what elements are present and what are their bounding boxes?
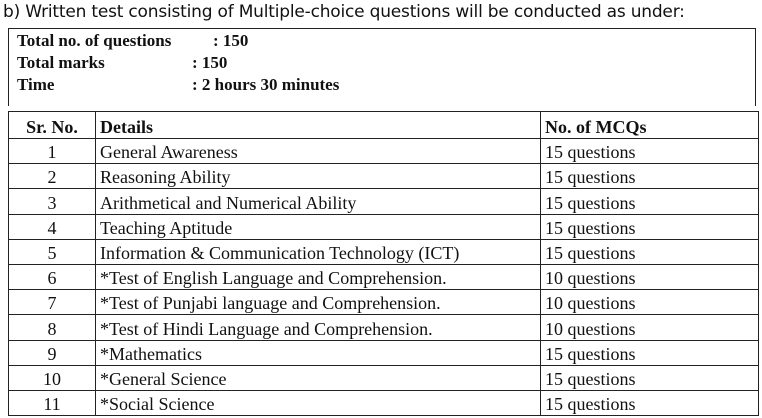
- header-sr-no: Sr. No.: [9, 112, 96, 139]
- table-row: [9, 164, 759, 189]
- cell-sr-no: 2: [9, 164, 96, 189]
- cell-mcqs: 15 questions: [541, 365, 759, 390]
- summary-value: : 150: [213, 31, 249, 50]
- mcq-table: [8, 111, 759, 416]
- cell-sr-no: 7: [9, 290, 96, 315]
- cell-details: *Test of English Language and Comprehension.: [96, 264, 541, 289]
- cell-details: *Mathematics: [96, 340, 541, 365]
- cell-details: General Awareness: [96, 139, 541, 164]
- cell-mcqs: 10 questions: [541, 315, 759, 340]
- cell-details: *Test of Hindi Language and Comprehension.: [96, 315, 541, 340]
- cell-sr-no: 4: [9, 214, 96, 239]
- cell-mcqs: 15 questions: [541, 189, 759, 214]
- cell-details: Arithmetical and Numerical Ability: [96, 189, 541, 214]
- section-heading: b) Written test consisting of Multiple-choice questions will be conducted as under:: [3, 2, 685, 22]
- summary-value: : 2 hours 30 minutes: [192, 75, 340, 94]
- cell-sr-no: 1: [9, 139, 96, 164]
- cell-details: *General Science: [96, 365, 541, 390]
- cell-mcqs: 15 questions: [541, 164, 759, 189]
- cell-mcqs: 10 questions: [541, 264, 759, 289]
- cell-sr-no: 10: [9, 365, 96, 390]
- summary-label: Total no. of questions: [17, 31, 172, 50]
- table-row: [9, 315, 759, 340]
- table-header-row: [9, 112, 759, 139]
- test-summary-box: [8, 28, 756, 106]
- table-row: [9, 214, 759, 239]
- cell-sr-no: 6: [9, 264, 96, 289]
- cell-mcqs: 15 questions: [541, 390, 759, 415]
- cell-mcqs: 15 questions: [541, 214, 759, 239]
- cell-details: *Social Science: [96, 390, 541, 415]
- table-row: [9, 365, 759, 390]
- cell-sr-no: 11: [9, 390, 96, 415]
- table-row: [9, 340, 759, 365]
- table-row: [9, 290, 759, 315]
- cell-sr-no: 5: [9, 239, 96, 264]
- summary-label: Time: [17, 75, 55, 94]
- cell-mcqs: 15 questions: [541, 340, 759, 365]
- cell-mcqs: 10 questions: [541, 290, 759, 315]
- cell-details: Reasoning Ability: [96, 164, 541, 189]
- cell-sr-no: 3: [9, 189, 96, 214]
- cell-details: *Test of Punjabi language and Comprehension.: [96, 290, 541, 315]
- cell-details: Information & Communication Technology (ICT): [96, 239, 541, 264]
- cell-mcqs: 15 questions: [541, 139, 759, 164]
- table-row: [9, 239, 759, 264]
- table-row: [9, 390, 759, 415]
- cell-sr-no: 8: [9, 315, 96, 340]
- cell-mcqs: 15 questions: [541, 239, 759, 264]
- table-row: [9, 139, 759, 164]
- table-row: [9, 189, 759, 214]
- header-details: Details: [96, 112, 541, 139]
- summary-value: : 150: [192, 53, 228, 72]
- cell-details: Teaching Aptitude: [96, 214, 541, 239]
- header-no-of-mcqs: No. of MCQs: [541, 112, 759, 139]
- table-row: [9, 264, 759, 289]
- summary-label: Total marks: [17, 53, 105, 72]
- cell-sr-no: 9: [9, 340, 96, 365]
